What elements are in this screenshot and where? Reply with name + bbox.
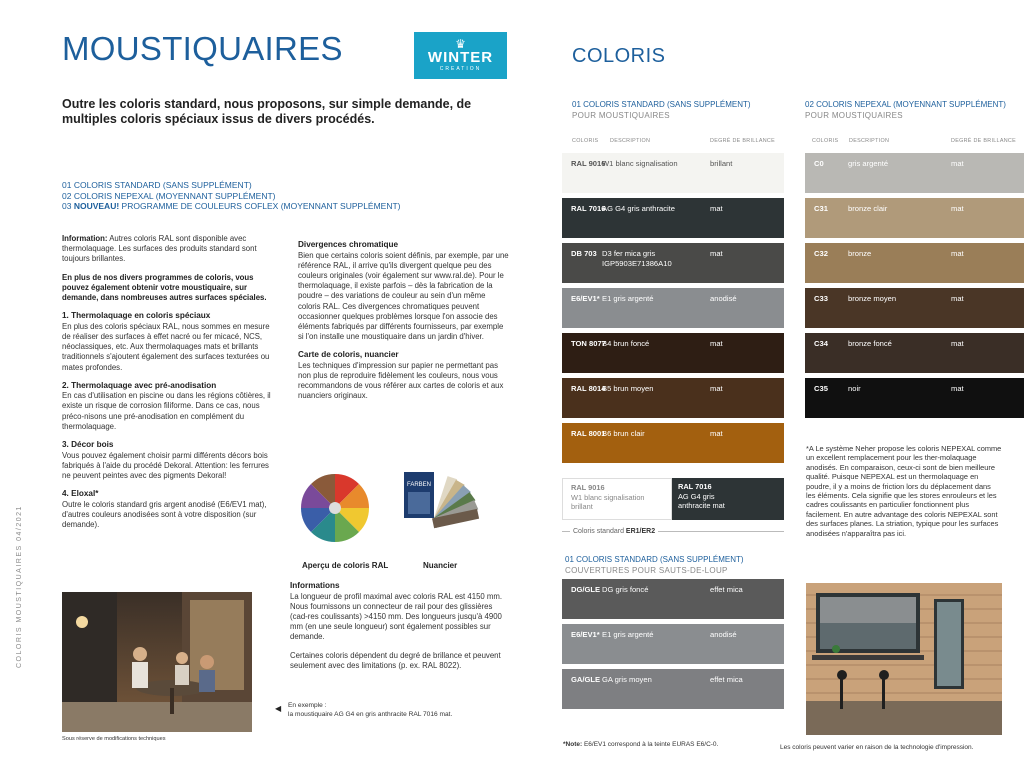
er-standard-label: Coloris standard ER1/ER2 [570, 528, 658, 535]
info-paragraph: Information: Autres coloris RAL sont disponible avec thermolaquage. Les surfaces des produits standard sont toujours brillantes. [62, 234, 257, 264]
column-header-gloss: DEGRÉ DE BRILLANCE [710, 138, 776, 144]
swatch-code: RAL 7016 [571, 204, 606, 213]
swatch-description: bronze moyen [848, 294, 897, 303]
swatch-gloss: effet mica [710, 675, 743, 684]
swatch-code: C33 [814, 294, 828, 303]
color-swatch [562, 243, 784, 283]
section-text: Les techniques d'impression sur papier ne permettant pas non plus de reproduire fidèlement les couleurs, nous vous recommandons de vous référer aux cartes de coloris et aux nuanciers originaux. [298, 360, 504, 401]
house-facade-photo [806, 583, 1002, 735]
saut-de-loup-section-title: 01 COLORIS STANDARD (SANS SUPPLÉMENT) [565, 555, 744, 564]
swatch-code: C35 [814, 384, 828, 393]
saut-de-loup-section-subtitle: COUVERTURES POUR SAUTS-DE-LOUP [565, 566, 728, 575]
eloxal-note: *Note: E6/EV1 correspond à la teinte EURAS E6/C-0. [563, 741, 719, 748]
er-standard-swatch-anthracite: RAL 7016 AG G4 gris anthracite mat [672, 478, 784, 520]
swatch-description: noir [848, 384, 861, 393]
new-badge: NOUVEAU! [73, 201, 120, 211]
column-header-coloris: COLORIS [812, 138, 839, 144]
swatch-description: bronze clair [848, 204, 888, 213]
nepexal-section-subtitle: POUR MOUSTIQUAIRES [805, 111, 903, 120]
color-swatch [562, 624, 784, 664]
section-text: La longueur de profil maximal avec coloris RAL est 4150 mm. Nous fournissons un connecteur de rail pour des glissières (cad-res coulissants) >4150 mm. Des longueurs jusqu'à 4900 mm (en une seule longueur) sont également possibles sur demande. [290, 591, 503, 642]
swatch-gloss: mat [710, 339, 723, 348]
section-text: Vous pouvez également choisir parmi différents décors bois fabriqués à l'aide du procédé Dekoral. Attention: les ferrures ne peuvent peintes avec des pigments Dekoral! [62, 450, 269, 480]
swatch-gloss: mat [710, 249, 723, 258]
example-caption: En exemple : la moustiquaire AG G4 en gris anthracite RAL 7016 mat. [288, 702, 453, 718]
swatch-description: B5 brun moyen [602, 384, 654, 393]
color-swatch [562, 669, 784, 709]
program-item: 02 COLORIS NEPEXAL (MOYENNANT SUPPLÉMENT) [62, 190, 276, 201]
color-swatch [562, 198, 784, 238]
section-heading: 1. Thermolaquage en coloris spéciaux [62, 311, 211, 321]
swatch-description: E1 gris argenté [602, 294, 654, 303]
informations-block [290, 581, 510, 679]
swatch-code: C32 [814, 249, 828, 258]
swatch-description: GA gris moyen [602, 675, 652, 684]
swatch-description: B6 brun clair [602, 429, 645, 438]
middle-text-column [298, 240, 510, 410]
section-heading: 2. Thermolaquage avec pré-anodisation [62, 380, 217, 390]
swatch-gloss: mat [710, 429, 723, 438]
color-swatch [805, 243, 1024, 283]
nuancier-card-label: FARBEN [406, 482, 432, 488]
vertical-footer-label: COLORIS MOUSTIQUAIRES 04/2021 [16, 505, 23, 668]
color-swatch [805, 198, 1024, 238]
swatch-gloss: mat [951, 159, 964, 168]
swatch-code: C34 [814, 339, 828, 348]
program-item: 03 NOUVEAU! PROGRAMME DE COULEURS COFLEX (MOYENNANT SUPPLÉMENT) [62, 201, 401, 211]
swatch-gloss: mat [710, 384, 723, 393]
standard-section-title: 01 COLORIS STANDARD (SANS SUPPLÉMENT) [572, 100, 751, 109]
technical-reserve-note: Sous réserve de modifications techniques [62, 736, 166, 742]
color-swatch [805, 378, 1024, 418]
column-header-gloss: DEGRÉ DE BRILLANCE [951, 138, 1017, 144]
print-variation-note: Les coloris peuvent varier en raison de la technologie d'impression. [780, 744, 974, 751]
swatch-gloss: effet mica [710, 585, 743, 594]
section-heading: 3. Décor bois [62, 440, 114, 450]
column-header-coloris: COLORIS [572, 138, 599, 144]
neher-nepexal-note: *A Le système Neher propose les coloris NEPEXAL comme un excellent remplacement pour les ther-molaquage anodisés. En comparaison, ceux-ci sont de bien meilleure qualité. Puisque NEPEXAL est un thermolaquage en poudre, il y a moins de friction lors du déplacement dans les éléments. Cela signifie que les stores enrouleurs et les cadres coulissants en particulier fonctionnent plus facilement. En autre advantage des coloris NEPEXAL sont des surfaces planes. La striation, typique pour les surfaces anodisées n'apparaîtra pas ici. [806, 444, 1002, 538]
swatch-gloss: brillant [710, 159, 733, 168]
color-swatch [562, 423, 784, 463]
swatch-description: D3 fer mica gris [602, 249, 656, 258]
program-list [62, 180, 512, 212]
swatch-description: B4 brun foncé [602, 339, 650, 348]
swatch-code: TON 8077 [571, 339, 606, 348]
section-heading: 4. Eloxal* [62, 489, 99, 499]
bold-paragraph: En plus de nos divers programmes de coloris, vous pouvez également obtenir votre moustiquaire, sur demande, dans nombreuses autres surfaces spéciales. [62, 272, 267, 303]
er-standard-swatch-white: RAL 9016 W1 blanc signalisation brillant [562, 478, 672, 520]
swatch-gloss: anodisé [710, 294, 737, 303]
color-swatch [562, 378, 784, 418]
swatch-code: DB 703 [571, 249, 597, 258]
swatch-code: C0 [814, 159, 824, 168]
section-text: Outre le coloris standard gris argent anodisé (E6/EV1 mat), d'autres couleurs anodisées sont à votre disposition (sur demande). [62, 499, 267, 530]
color-swatch [562, 333, 784, 373]
section-text: Bien que certains coloris soient définis, par exemple, par une référence RAL, il arrive qu'ils divergent quelque peu des couleurs originales (voir également sur www.ral.de). Pour le thermolaquage, il existe parfois – dès la fabrication de la poudre – des variations de couleur au sein d'un même coloris RAL. Ces divergences chromatiques peuvent occasionner quelques problèmes lorsque l'on associe des éléments fabriqués par différents fournisseurs, par exemple si l'on installe une moustiquaire dans un jardin d'hiver. [298, 250, 509, 342]
swatch-description: AG G4 gris anthracite [602, 204, 676, 213]
section-text: En cas d'utilisation en piscine ou dans les régions côtières, il existe un risque de corrosion filiforme. Dans ce cas, nous préco-nisons une pré-anodisation en complément du thermolaquage. [62, 391, 271, 431]
page-title: MOUSTIQUAIRES [62, 30, 343, 67]
section-text: Certaines coloris dépendent du degré de brillance et peuvent seulement avec des limitations (p. ex. RAL 8022). [290, 650, 501, 670]
standard-section-subtitle: POUR MOUSTIQUAIRES [572, 111, 670, 120]
swatch-gloss: mat [951, 204, 964, 213]
nuancier-image [398, 470, 488, 550]
swatch-description: W1 blanc signalisation [602, 159, 678, 168]
color-swatch [805, 153, 1024, 193]
swatch-code: RAL 8001 [571, 429, 606, 438]
swatch-description-2: IGP5903E71386A10 [602, 259, 672, 268]
swatch-gloss: mat [951, 294, 964, 303]
color-swatch [562, 153, 784, 193]
swatch-description: gris argenté [848, 159, 889, 168]
coloris-title: COLORIS [572, 45, 666, 67]
swatch-description: DG gris foncé [602, 585, 649, 594]
section-heading: Carte de coloris, nuancier [298, 350, 399, 360]
winter-creation-logo: ♛ WINTER CREATION [414, 32, 507, 79]
arrow-left-icon: ◀ [275, 704, 282, 713]
crown-icon: ♛ [455, 37, 466, 51]
swatch-code: RAL 9016 [571, 159, 606, 168]
intro-text: Outre les coloris standard, nous proposons, sur simple demande, de multiples coloris spéciaux issus de divers procédés. [62, 97, 472, 126]
swatch-gloss: anodisé [710, 630, 737, 639]
swatch-description: bronze foncé [848, 339, 892, 348]
swatch-gloss: mat [951, 339, 964, 348]
swatch-gloss: mat [710, 204, 723, 213]
section-text: En plus des coloris spéciaux RAL, nous sommes en mesure de réaliser des surfaces à effet nacré ou fer micacé, NCS, néoclassiques, etc. Aux thermolaquages mats et brillants traditionnels s'ajoutent également des surfaces texturées ou mates profondes. [62, 321, 270, 372]
program-item: 01 COLORIS STANDARD (SANS SUPPLÉMENT) [62, 180, 252, 190]
color-swatch [562, 579, 784, 619]
swatch-gloss: mat [951, 384, 964, 393]
swatch-code: E6/EV1* [571, 294, 600, 303]
swatch-code: GA/GLE [571, 675, 601, 684]
swatch-code: RAL 8014 [571, 384, 606, 393]
nuancier-label: Nuancier [423, 561, 458, 570]
color-swatch [805, 288, 1024, 328]
nepexal-section-title: 02 COLORIS NEPEXAL (MOYENNANT SUPPLÉMENT) [805, 100, 1006, 109]
left-text-column [62, 234, 274, 538]
swatch-description: E1 gris argenté [602, 630, 654, 639]
color-swatch [562, 288, 784, 328]
section-heading: Divergences chromatique [298, 240, 399, 249]
swatch-code: E6/EV1* [571, 630, 600, 639]
column-header-description: DESCRIPTION [849, 138, 890, 144]
color-swatch [805, 333, 1024, 373]
swatch-gloss: mat [951, 249, 964, 258]
column-header-description: DESCRIPTION [610, 138, 651, 144]
section-heading: Informations [290, 581, 340, 590]
swatch-code: DG/GLE [571, 585, 601, 594]
ral-color-fan-image [300, 468, 370, 546]
swatch-code: C31 [814, 204, 828, 213]
terrace-photo [62, 592, 252, 732]
ral-overview-label: Aperçu de coloris RAL [302, 561, 389, 570]
swatch-description: bronze [848, 249, 872, 258]
